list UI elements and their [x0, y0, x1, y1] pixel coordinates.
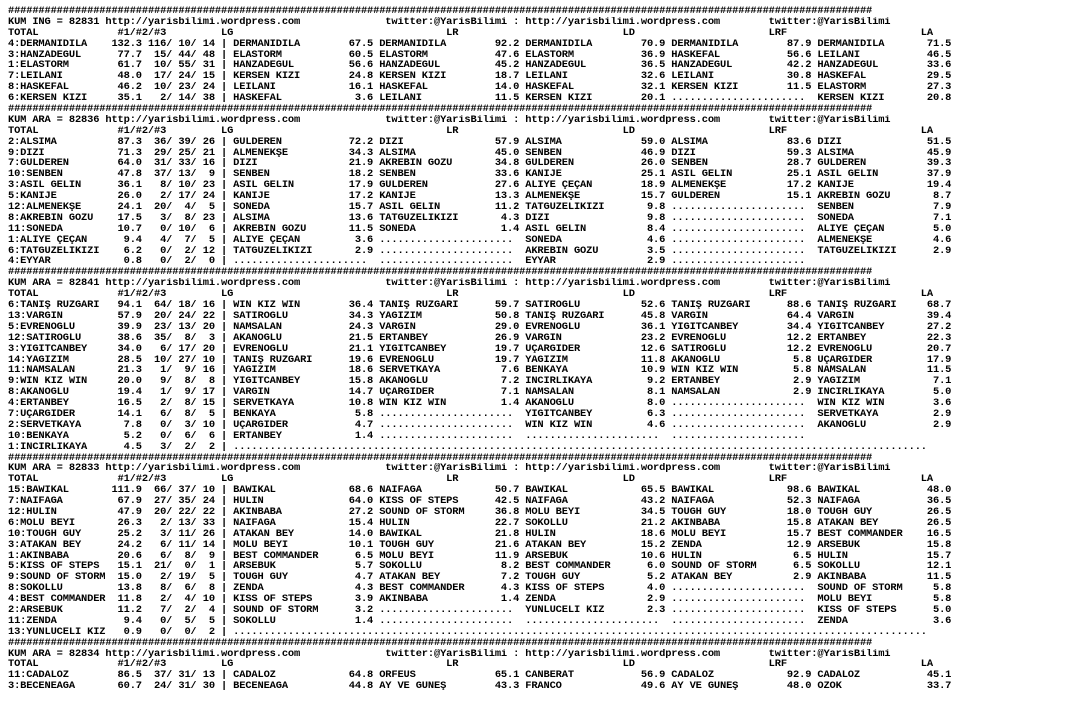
table-row: 3:YİĞİTCANBEY 34.0 6/ 17/ 20 | EVRENOĞLU 21.1 YİĞİTCANBEY 19.7 UÇARGİDER 12.6 SATIROĞLU 12.2 EVRENOĞLU 20.7: [8, 343, 952, 355]
table-row: 10:TOUGH GUY 25.2 3/ 11/ 26 | ATAKAN BEY 14.0 BAWIKAL 21.8 HULIN 18.6 MOLU BEYİ 15.7 BEST COMMANDER 16.5: [8, 528, 952, 540]
table-row: 13:YÜNLÜCELİ KIZ 0.9 0/ 0/ 2 | ..................................................................................................................: [8, 626, 927, 638]
table-row: 5:KANİJE 26.0 2/ 17/ 24 | KANİJE 17.2 KANİJE 13.3 ALMENEKŞE 15.7 GÜLDEREN 15.1 AKREBİN GÖZÜ 8.7: [8, 191, 952, 203]
block-title: KUM ING = 82831 http://yarisbilimi.wordpress.com twitter:@YarisBilimi : http://yarisbilimi.wordpress.com twitter:@YarisBilimi: [8, 16, 891, 28]
separator-line: ##############################################################################################################################################: [8, 6, 873, 17]
table-row: 10:SENBEN 47.8 37/ 13/ 9 | SENBEN 18.2 SENBEN 33.6 KANİJE 25.1 ASIL GELİN 25.1 ASIL GELİN 37.9: [8, 169, 952, 181]
table-row: 6:KERSEN KIZI 35.1 2/ 14/ 38 | HASKEFAL 3.6 LEILANI 11.5 KERSEN KIZI 20.1 ...................... KERSEN KIZI 20.8: [8, 93, 952, 105]
table-row: 1:ELASTORM 61.7 10/ 55/ 31 | HANZADEGÜL 56.6 HANZADEGÜL 45.2 HANZADEGÜL 36.5 HANZADEGÜL 42.2 HANZADEGÜL 33.6: [8, 60, 952, 72]
table-row: 5:EVRENOĞLU 39.9 23/ 13/ 20 | NAMSALAN 24.3 VARGİN 29.0 EVRENOĞLU 36.1 YİĞİTCANBEY 34.4 YİĞİTCANBEY 27.2: [8, 321, 952, 333]
table-row: 11:CADALOZ 86.5 37/ 31/ 13 | CADALOZ 64.8 ORFEUS 65.1 CANBERAT 56.9 CADALOZ 92.9 CADALOZ 45.1: [8, 670, 952, 682]
table-row: 11:NAMSALAN 21.3 1/ 9/ 16 | YAĞIZIM 18.6 SERVETKAYA 7.6 BENKAYA 10.9 WIN KIZ WIN 5.8 NAMSALAN 11.5: [8, 365, 952, 377]
table-row: 9:DİZİ 71.3 29/ 25/ 21 | ALMENEKŞE 34.3 ALSİMA 45.0 SENBEN 46.9 DİZİ 59.3 ALSİMA 45.9: [8, 147, 952, 159]
table-row: 7:NAIFAĞA 67.9 27/ 35/ 24 | HULIN 64.0 KISS OF STEPS 42.5 NAIFAĞA 43.2 NAIFAĞA 52.3 NAIFAĞA 36.5: [8, 496, 952, 507]
table-row: 1:ALİYE ÇEÇAN 9.4 4/ 7/ 5 | ALİYE ÇEÇAN 3.6 ...................... SONEDA 4.6 ...................... ALMENEKŞE 4.6: [8, 234, 952, 246]
table-row: 2:SERVETKAYA 7.8 0/ 3/ 10 | UÇARGİDER 4.7 ...................... WIN KIZ WIN 4.6 ...................... AKANOĞLU 2.9: [8, 419, 952, 431]
table-row: 10:BENKAYA 5.2 0/ 6/ 6 | ERTANBEY 1.4 ...................... ...................... ......................: [8, 430, 818, 442]
table-row: 5:KISS OF STEPS 15.1 21/ 0/ 1 | ARSEBÜK 5.7 SOKOLLU 8.2 BEST COMMANDER 6.0 SOUND OF STORM 6.5 SOKOLLU 12.1: [8, 561, 952, 573]
separator-line: ##############################################################################################################################################: [8, 104, 873, 115]
table-row: 1:AKINBABA 20.6 6/ 8/ 9 | BEST COMMANDER 6.5 MOLU BEYİ 11.9 ARSEBÜK 10.6 HULIN 6.5 HULIN 15.7: [8, 550, 952, 562]
table-row: 7:LEILANI 48.0 17/ 24/ 15 | KERSEN KIZI 24.8 KERSEN KIZI 18.7 LEILANI 32.6 LEILANI 30.8 HASKEFAL 29.5: [8, 71, 952, 83]
table-row: 3:ASIL GELİN 36.1 8/ 10/ 23 | ASIL GELİN 17.9 GÜLDEREN 27.6 ALİYE ÇEÇAN 18.9 ALMENEKŞE 17.2 KANİJE 19.4: [8, 180, 952, 192]
table-row: 8:AKREBİN GÖZÜ 17.5 3/ 8/ 23 | ALSİMA 13.6 TATGÜZELİKIZI 4.3 DİZİ 9.8 ...................... SONEDA 7.1: [8, 212, 952, 224]
table-row: 3:HANZADEGÜL 77.7 15/ 44/ 48 | ELASTORM 60.5 ELASTORM 47.6 ELASTORM 36.9 HASKEFAL 56.6 LEILANI 46.5: [8, 49, 952, 61]
separator-line: ##############################################################################################################################################: [8, 452, 873, 464]
table-row: 12:SATIROĞLU 38.6 35/ 8/ 3 | AKANOĞLU 21.5 ERTANBEY 26.9 VARGIN 23.2 EVRENOĞLU 12.2 ERTANBEY 22.3: [8, 332, 952, 344]
table-row: 8:AKANOĞLU 19.4 1/ 9/ 17 | VARGIN 14.7 UÇARGİDER 7.1 NAMSALAN 8.1 NAMSALAN 2.9 İNCİRLİKAYA 5.0: [8, 387, 952, 399]
table-row: 1:İNCİRLİKAYA 4.5 3/ 2/ 2 | ..................................................................................................................: [8, 441, 927, 453]
table-row: 4:EYYAR 0.8 0/ 2/ 0 | ...................... ...................... EYYAR 2.9 ......................: [8, 256, 818, 268]
separator-line: ##############################################################################################################################################: [8, 267, 873, 279]
table-row: 11:ZENDA 9.4 0/ 5/ 5 | SOKOLLU 1.4 ...................... ...................... ...................... ZENDA 3.6: [8, 615, 952, 627]
separator-line: ##############################################################################################################################################: [8, 637, 873, 649]
table-row: 12:ALMENEKŞE 24.1 20/ 4/ 5 | SONEDA 15.7 ASIL GELİN 11.2 TATGÜZELİKIZI 9.8 ...................... SENBEN 7.9: [8, 202, 952, 213]
table-row: 11:SONEDA 10.7 0/ 10/ 6 | AKREBİN GÖZÜ 11.5 SONEDA 1.4 ASIL GELİN 8.4 ...................... ALİYE ÇEÇAN 5.0: [8, 223, 952, 235]
table-row: 6:MOLU BEYİ 26.3 2/ 13/ 33 | NAIFAĞA 15.4 HULIN 22.7 SOKOLLU 21.2 AKINBABA 15.8 ATAKAN BEY 26.5: [8, 517, 952, 529]
block-title: KUM ARA = 82836 http://yarisbilimi.wordpress.com twitter:@YarisBilimi : http://yarisbilimi.wordpress.com twitter:@YarisBilimi: [8, 114, 891, 126]
table-row: 6:TATGÜZELİKIZI 6.2 0/ 2/ 12 | TATGÜZELİKIZI 2.9 ...................... AKREBİN GÖZÜ 3.5 ...................... TATGÜZELİKIZI 2.9: [8, 245, 952, 257]
column-header: TOTAL #1/#2/#3 LG LR LD LRF LA: [8, 27, 933, 39]
table-row: 6:TANIŞ RÜZGARI 94.1 64/ 18/ 16 | WIN KIZ WIN 36.4 TANIŞ RÜZGARI 59.7 SATIROĞLU 52.6 TANIŞ RÜZGARI 88.6 TANIŞ RÜZGARI 68.7: [8, 300, 952, 311]
table-row: 9:WIN KIZ WIN 20.0 9/ 8/ 8 | YİĞİTCANBEY 15.8 AKANOĞLU 7.2 İNCİRLİKAYA 9.2 ERTANBEY 2.9 YAĞIZIM 7.1: [8, 376, 952, 388]
table-row: 14:YAĞIZIM 28.5 10/ 27/ 10 | TANIŞ RÜZGARI 19.6 EVRENOĞLU 19.7 YAĞIZIM 11.8 AKANOĞLU 5.8 UÇARGİDER 17.9: [8, 354, 952, 366]
block-title: KUM ARA = 82834 http://yarisbilimi.wordpress.com twitter:@YarisBilimi : http://yarisbilimi.wordpress.com twitter:@YarisBilimi: [8, 648, 891, 660]
table-row: 4:ERTANBEY 16.5 2/ 8/ 15 | SERVETKAYA 10.8 WIN KIZ WIN 1.4 AKANOĞLU 8.0 ...................... WIN KIZ WIN 3.6: [8, 398, 952, 409]
table-row: 12:HULIN 47.9 20/ 22/ 22 | AKINBABA 27.2 SOUND OF STORM 36.8 MOLU BEYİ 34.5 TOUGH GUY 18.0 TOUGH GUY 26.5: [8, 506, 952, 518]
table-row: 3:BECENEAĞA 60.7 24/ 31/ 30 | BECENEAĞA 44.8 AY VE GÜNEŞ 43.3 FRANCO 49.6 AY VE GÜNEŞ 48.0 ÖZOK 33.7: [8, 681, 952, 693]
table-row: 13:VARGİN 57.9 20/ 24/ 22 | SATIROĞLU 34.3 YAĞIZIM 50.8 TANIŞ RÜZGARI 45.8 VARGİN 64.4 VARGİN 39.4: [8, 310, 952, 322]
table-row: 8:SOKOLLU 13.8 8/ 6/ 8 | ZENDA 4.3 BEST COMMANDER 4.3 KISS OF STEPS 4.0 ...................... SOUND OF STORM 5.8: [8, 583, 952, 595]
column-header: TOTAL #1/#2/#3 LG LR LD LRF LA: [8, 474, 933, 486]
block-title: KUM ARA = 82841 http://yarisbilimi.wordpress.com twitter:@YarisBilimi : http://yarisbilimi.wordpress.com twitter:@YarisBilimi: [8, 278, 891, 290]
block-title: KUM ARA = 82833 http://yarisbilimi.wordpress.com twitter:@YarisBilimi : http://yarisbilimi.wordpress.com twitter:@YarisBilimi: [8, 463, 891, 475]
table-row: 3:ATAKAN BEY 24.2 6/ 11/ 14 | MOLU BEYİ 10.1 TOUGH GUY 21.6 ATAKAN BEY 15.2 ZENDA 12.9 ARSEBÜK 15.8: [8, 539, 952, 551]
table-row: 2:ALSİMA 87.3 36/ 39/ 26 | GÜLDEREN 72.2 DİZİ 57.9 ALSİMA 59.0 ALSİMA 83.6 DİZİ 51.5: [8, 136, 952, 148]
column-header: TOTAL #1/#2/#3 LG LR LD LRF LA: [8, 289, 933, 301]
table-row: 8:HASKEFAL 46.2 10/ 23/ 24 | LEILANI 16.1 HASKEFAL 14.0 HASKEFAL 32.1 KERSEN KIZI 11.5 ELASTORM 27.3: [8, 82, 952, 94]
column-header: TOTAL #1/#2/#3 LG LR LD LRF LA: [8, 125, 933, 137]
table-row: 4:BEST COMMANDER 11.8 2/ 4/ 10 | KISS OF STEPS 3.9 AKINBABA 1.4 ZENDA 2.9 ...................... MOLU BEYİ 5.8: [8, 594, 952, 605]
table-row: 15:BAWIKAL 111.9 66/ 37/ 10 | BAWIKAL 68.6 NAIFAĞA 50.7 BAWIKAL 65.5 BAWIKAL 98.6 BAWIKAL 48.0: [8, 485, 952, 497]
table-row: 7:UÇARGİDER 14.1 6/ 8/ 5 | BENKAYA 5.8 ...................... YİĞİTCANBEY 6.3 ...................... SERVETKAYA 2.9: [8, 408, 952, 420]
table-row: 2:ARSEBÜK 11.2 7/ 2/ 4 | SOUND OF STORM 3.2 ...................... YÜNLÜCELİ KIZ 2.3 ...................... KISS OF STEPS 5.0: [8, 604, 952, 616]
table-row: 4:DERMANIDILA 132.3 116/ 10/ 14 | DERMANIDILA 67.5 DERMANIDILA 92.2 DERMANIDILA 70.9 DERMANIDILA 87.9 DERMANIDILA 71.5: [8, 38, 952, 50]
column-header: TOTAL #1/#2/#3 LG LR LD LRF LA: [8, 659, 933, 671]
table-row: 9:SOUND OF STORM 15.0 2/ 19/ 5 | TOUGH GUY 4.7 ATAKAN BEY 7.2 TOUGH GUY 5.2 ATAKAN BEY 2.9 AKINBABA 11.5: [8, 572, 952, 584]
table-row: 7:GÜLDEREN 64.0 31/ 33/ 16 | DİZİ 21.9 AKREBİN GÖZÜ 34.8 GÜLDEREN 26.0 SENBEN 28.7 GÜLDEREN 39.3: [8, 158, 952, 170]
